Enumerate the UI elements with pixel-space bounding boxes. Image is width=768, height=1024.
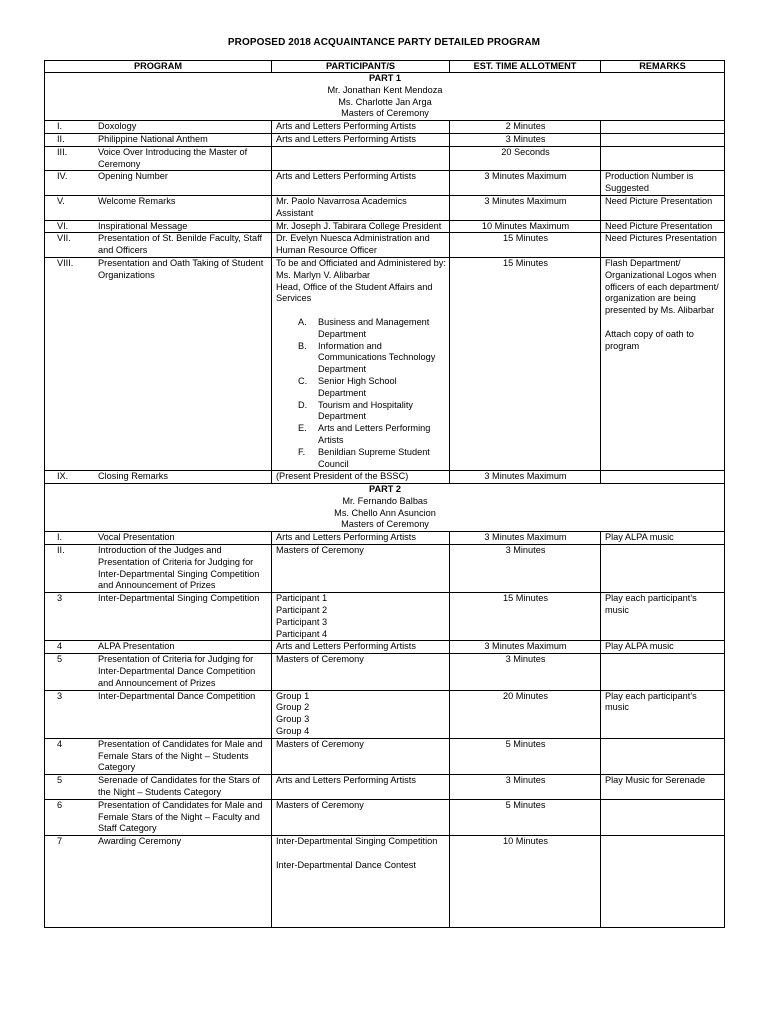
department-list <box>276 317 446 470</box>
table-row <box>45 799 725 835</box>
item-number: III. <box>57 146 68 157</box>
time-cell: 5 Minutes <box>450 799 601 835</box>
program-cell <box>45 532 272 545</box>
participants-cell: Arts and Letters Performing Artists <box>272 121 450 134</box>
program-name: Presentation of Candidates for Male and Female Stars of the Night – Students Category <box>98 738 263 773</box>
time-cell: 3 Minutes Maximum <box>450 641 601 654</box>
remarks-cell: Play each participant’s music <box>601 690 725 738</box>
table-row <box>45 738 725 774</box>
item-number: VIII. <box>57 257 74 268</box>
officiant-role: Head, Office of the Student Affairs and Services <box>276 281 433 304</box>
item-number: 3 <box>57 690 63 701</box>
table-row <box>45 654 725 690</box>
program-name: Opening Number <box>98 171 168 182</box>
time-cell: 10 Minutes Maximum <box>450 220 601 233</box>
item-number: 7 <box>57 836 63 847</box>
program-name: Vocal Presentation <box>98 532 175 543</box>
part-header-row <box>45 73 725 121</box>
remarks-cell: Need Pictures Presentation <box>601 233 725 258</box>
item-number: V. <box>57 195 65 206</box>
department-name: Information and Communications Technology Department <box>318 340 436 375</box>
program-name: Serenade of Candidates for the Stars of the Night – Students Category <box>98 775 260 798</box>
participant-name: Group 1 <box>276 690 310 701</box>
remarks-cell <box>601 738 725 774</box>
list-item <box>276 376 446 400</box>
remarks-cell <box>601 146 725 171</box>
table-row <box>45 532 725 545</box>
participants-cell <box>272 532 450 545</box>
list-item <box>276 400 446 424</box>
participants-cell <box>272 257 450 470</box>
participant-name: Inter-Departmental Singing Competition <box>276 836 438 847</box>
table-row <box>45 593 725 641</box>
department-letter: A. <box>298 316 307 327</box>
program-cell <box>45 593 272 641</box>
program-cell <box>45 690 272 738</box>
program-cell <box>45 257 272 470</box>
participants-cell: Arts and Letters Performing Artists <box>272 171 450 196</box>
participants-cell <box>272 654 450 690</box>
remarks-cell <box>601 545 725 593</box>
department-letter: E. <box>298 423 307 434</box>
remarks-cell <box>601 121 725 134</box>
table-row <box>45 220 725 233</box>
remarks-cell: Play ALPA music <box>601 532 725 545</box>
participants-cell <box>272 690 450 738</box>
table-row <box>45 133 725 146</box>
department-name: Arts and Letters Performing Artists <box>318 423 431 445</box>
time-cell: 15 Minutes <box>450 257 601 470</box>
table-row <box>45 471 725 484</box>
department-letter: D. <box>298 399 308 410</box>
part-header-row <box>45 484 725 532</box>
participant-name: Participant 3 <box>276 616 328 627</box>
program-name: Welcome Remarks <box>98 195 176 206</box>
remarks-cell <box>601 799 725 835</box>
table-row <box>45 121 725 134</box>
time-cell: 3 Minutes <box>450 654 601 690</box>
list-item <box>276 341 446 376</box>
item-number: 3 <box>57 593 63 604</box>
item-number: 6 <box>57 799 63 810</box>
participant-name: Participant 2 <box>276 605 328 616</box>
participants-cell <box>272 775 450 800</box>
remarks-text: Attach copy of oath to program <box>605 328 694 351</box>
remarks-cell: Play each participant’s music <box>601 593 725 641</box>
item-number: VII. <box>57 233 71 244</box>
program-cell <box>45 220 272 233</box>
part-1-header <box>45 73 725 121</box>
program-name: Presentation of Criteria for Judging for Inter-Departmental Dance Competition and Announcement of Prizes <box>98 654 256 688</box>
program-name: Inter-Departmental Singing Competition <box>98 593 260 604</box>
program-name: Awarding Ceremony <box>98 836 182 847</box>
header-time: EST. TIME ALLOTMENT <box>450 61 601 73</box>
department-letter: F. <box>298 446 306 457</box>
participant-name: Group 3 <box>276 714 310 725</box>
program-cell <box>45 195 272 220</box>
time-cell: 5 Minutes <box>450 738 601 774</box>
department-name: Tourism and Hospitality Department <box>318 399 413 422</box>
participants-cell <box>272 545 450 593</box>
program-cell <box>45 146 272 171</box>
remarks-text: Flash Department/ Organizational Logos when officers of each department/ organization are being presented by Ms. Alibarbar <box>605 257 719 316</box>
header-remarks: REMARKS <box>601 61 725 73</box>
program-cell <box>45 545 272 593</box>
program-name: ALPA Presentation <box>98 641 175 652</box>
item-number: 5 <box>57 775 63 786</box>
time-cell: 3 Minutes Maximum <box>450 195 601 220</box>
item-number: VI. <box>57 220 69 231</box>
program-cell <box>45 799 272 835</box>
host-name: Ms. Charlotte Jan Arga <box>338 96 432 107</box>
time-cell: 3 Minutes <box>450 133 601 146</box>
program-name: Doxology <box>98 121 137 132</box>
officiant-name: Ms. Marlyn V. Alibarbar <box>276 269 371 280</box>
program-cell <box>45 836 272 928</box>
time-cell: 2 Minutes <box>450 121 601 134</box>
program-cell <box>45 654 272 690</box>
table-row <box>45 641 725 654</box>
program-cell <box>45 471 272 484</box>
participants-cell <box>272 641 450 654</box>
table-row <box>45 233 725 258</box>
host-role: Masters of Ceremony <box>341 108 429 119</box>
participants-cell <box>272 593 450 641</box>
remarks-cell: Play ALPA music <box>601 641 725 654</box>
program-name: Voice Over Introducing the Master of Ceremony <box>98 146 248 169</box>
host-name: Mr. Fernando Balbas <box>342 495 428 506</box>
table-row <box>45 836 725 928</box>
participant-name: Masters of Ceremony <box>276 738 364 749</box>
host-name: Mr. Jonathan Kent Mendoza <box>327 84 443 95</box>
list-item <box>276 447 446 471</box>
table-row <box>45 690 725 738</box>
table-row <box>45 257 725 470</box>
department-name: Benildian Supreme Student Council <box>318 446 430 469</box>
participant-name: Participant 4 <box>276 628 328 639</box>
table-row <box>45 775 725 800</box>
time-cell: 20 Seconds <box>450 146 601 171</box>
participant-name: Group 4 <box>276 726 310 737</box>
table-row <box>45 146 725 171</box>
participant-name: Masters of Ceremony <box>276 654 364 665</box>
participants-cell <box>272 799 450 835</box>
page-title: PROPOSED 2018 ACQUAINTANCE PARTY DETAILED PROGRAM <box>227 37 541 48</box>
participant-name: Arts and Letters Performing Artists <box>276 532 416 543</box>
program-table <box>44 60 725 928</box>
participants-cell <box>272 836 450 928</box>
program-cell <box>45 641 272 654</box>
participant-name: Masters of Ceremony <box>276 799 364 810</box>
item-number: IV. <box>57 171 68 182</box>
time-cell: 3 Minutes Maximum <box>450 171 601 196</box>
participants-cell: Arts and Letters Performing Artists <box>272 133 450 146</box>
time-cell: 3 Minutes <box>450 545 601 593</box>
program-cell <box>45 775 272 800</box>
part-2-header <box>45 484 725 532</box>
participant-name: Arts and Letters Performing Artists <box>276 641 416 652</box>
program-cell <box>45 171 272 196</box>
participants-cell: Mr. Joseph J. Tabirara College President <box>272 220 450 233</box>
time-cell: 15 Minutes <box>450 233 601 258</box>
remarks-cell: Need Picture Presentation <box>601 195 725 220</box>
remarks-cell <box>601 471 725 484</box>
remarks-cell <box>601 257 725 470</box>
remarks-cell: Need Picture Presentation <box>601 220 725 233</box>
list-item <box>276 317 446 341</box>
program-cell <box>45 738 272 774</box>
table-row <box>45 171 725 196</box>
item-number: 4 <box>57 641 63 652</box>
participants-cell: (Present President of the BSSC) <box>272 471 450 484</box>
list-item <box>276 423 446 447</box>
table-row <box>45 545 725 593</box>
program-name: Introduction of the Judges and Presentation of Criteria for Judging for Inter-Departmental Singing Competition and Announcement of Prizes <box>98 545 260 591</box>
time-cell: 3 Minutes Maximum <box>450 532 601 545</box>
remarks-cell <box>601 836 725 928</box>
time-cell: 3 Minutes Maximum <box>450 471 601 484</box>
part-title: PART 1 <box>369 73 401 83</box>
remarks-cell: Play Music for Serenade <box>601 775 725 800</box>
header-participants: PARTICIPANT/S <box>272 61 450 73</box>
participant-name: Arts and Letters Performing Artists <box>276 775 416 786</box>
program-cell <box>45 133 272 146</box>
participants-cell <box>272 738 450 774</box>
department-letter: B. <box>298 340 307 351</box>
time-cell: 20 Minutes <box>450 690 601 738</box>
participants-cell: Dr. Evelyn Nuesca Administration and Human Resource Officer <box>272 233 450 258</box>
participant-name: Group 2 <box>276 702 310 713</box>
time-cell: 3 Minutes <box>450 775 601 800</box>
part-title: PART 2 <box>369 484 401 495</box>
program-cell <box>45 233 272 258</box>
program-name: Presentation of St. Benilde Faculty, Staff and Officers <box>98 233 263 256</box>
item-number: IX. <box>57 471 69 482</box>
remarks-cell <box>601 133 725 146</box>
program-name: Presentation of Candidates for Male and Female Stars of the Night – Faculty and Staff Category <box>98 799 263 834</box>
header-row <box>45 61 725 73</box>
time-cell: 15 Minutes <box>450 593 601 641</box>
participant-name: Masters of Ceremony <box>276 545 364 556</box>
table-row <box>45 195 725 220</box>
item-number: I. <box>57 121 63 132</box>
department-name: Senior High School Department <box>318 375 397 398</box>
item-number: 5 <box>57 654 63 665</box>
participant-name: Inter-Departmental Dance Contest <box>276 859 416 870</box>
item-number: II. <box>57 545 65 556</box>
program-name: Inspirational Message <box>98 220 188 231</box>
program-name: Philippine National Anthem <box>98 133 208 144</box>
department-letter: C. <box>298 375 308 386</box>
program-name: Inter-Departmental Dance Competition <box>98 690 256 701</box>
item-number: 4 <box>57 738 63 749</box>
officiant-intro: To be and Officiated and Administered by: <box>276 257 446 268</box>
host-role: Masters of Ceremony <box>341 519 429 530</box>
remarks-cell <box>601 654 725 690</box>
item-number: I. <box>57 532 63 543</box>
department-name: Business and Management Department <box>318 316 430 339</box>
program-cell <box>45 121 272 134</box>
participants-cell: Mr. Paolo Navarrosa Academics Assistant <box>272 195 450 220</box>
program-name: Closing Remarks <box>98 471 168 482</box>
item-number: II. <box>57 133 65 144</box>
participants-cell <box>272 146 450 171</box>
host-name: Ms. Chello Ann Asuncion <box>334 507 436 518</box>
remarks-cell: Production Number is Suggested <box>601 171 725 196</box>
header-program: PROGRAM <box>45 61 272 73</box>
participant-name: Participant 1 <box>276 593 328 604</box>
time-cell: 10 Minutes <box>450 836 601 928</box>
program-name: Presentation and Oath Taking of Student Organizations <box>98 257 264 280</box>
